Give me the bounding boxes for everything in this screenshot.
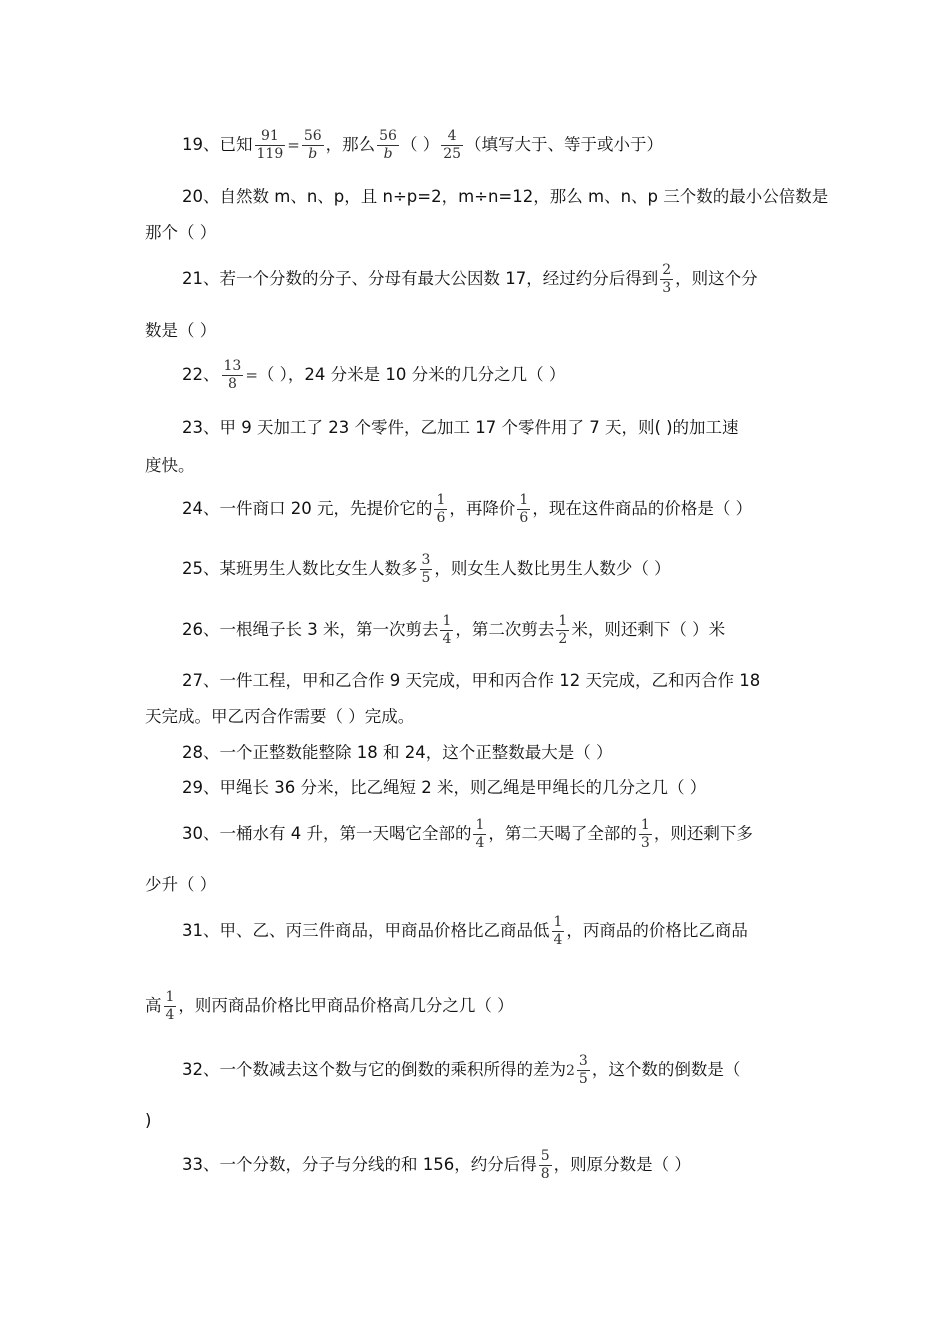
fraction: $\frac{13}{8}$: [223, 358, 242, 392]
fraction: $\frac{5}{8}$: [540, 1148, 550, 1182]
question-23-line-2: 度快。: [145, 456, 195, 475]
question-31-line-2: 高 $\frac{1}{4}$ ，则丙商品价格比甲商品价格高几分之几（ ）: [145, 989, 514, 1023]
question-23-line-1: 23、甲 9 天加工了 23 个零件，乙加工 17 个零件用了 7 天，则( )的加工速: [182, 418, 739, 437]
fraction: $\frac{1}{3}$: [640, 817, 650, 851]
question-30-line-2: 少升（ ）: [145, 875, 217, 894]
question-26: 26、一根绳子长 3 米，第一次剪去 $\frac{1}{4}$ ，第二次剪去 $\frac{1}{2}$ 米，则还剩下（ ）米: [182, 613, 726, 647]
question-22: 22、 $\frac{13}{8}$ =（ ），24 分米是 10 分米的几分之几（ ）: [182, 358, 566, 392]
question-31-line-1: 31、甲、乙、丙三件商品，甲商品价格比乙商品低 $\frac{1}{4}$ ，丙商品的价格比乙商品: [182, 914, 748, 948]
question-21-line-1: 21、若一个分数的分子、分母有最大公因数 17，经过约分后得到 $\frac{2}{3}$ ，则这个分: [182, 262, 758, 296]
question-20-line-2: 那个（ ）: [145, 223, 217, 242]
fraction: $\frac{1}{6}$: [436, 492, 446, 526]
fraction: $\frac{91}{119}$: [256, 128, 284, 162]
question-33: 33、一个分数，分子与分线的和 156，约分后得 $\frac{5}{8}$ ，则原分数是（ ）: [182, 1148, 691, 1182]
question-20-line-1: 20、自然数 m、n、p，且 n÷p=2，m÷n=12，那么 m、n、p 三个数的最小公倍数是: [182, 187, 829, 206]
fraction: $\frac{1}{6}$: [519, 492, 529, 526]
question-32-line-2: ): [145, 1111, 152, 1130]
fraction: $\frac{3}{5}$: [421, 552, 431, 586]
question-27-line-2: 天完成。甲乙丙合作需要（ ）完成。: [145, 707, 415, 726]
fraction: $\frac{3}{5}$: [578, 1053, 588, 1087]
fraction: $\frac{56}{b}$: [379, 128, 397, 162]
fraction: $\frac{1}{2}$: [558, 613, 568, 647]
fraction: $\frac{1}{4}$: [475, 817, 485, 851]
fraction: $\frac{1}{4}$: [165, 989, 175, 1023]
question-27-line-1: 27、一件工程，甲和乙合作 9 天完成，甲和丙合作 12 天完成，乙和丙合作 18: [182, 671, 761, 690]
question-25: 25、某班男生人数比女生人数多 $\frac{3}{5}$ ，则女生人数比男生人数少（ ）: [182, 552, 671, 586]
question-28: 28、一个正整数能整除 18 和 24，这个正整数最大是（ ）: [182, 743, 613, 762]
question-24: 24、一件商口 20 元，先提价它的 $\frac{1}{6}$ ，再降价 $\frac{1}{6}$ ，现在这件商品的价格是（ ）: [182, 492, 753, 526]
fraction: $\frac{56}{b}$: [303, 128, 322, 162]
fraction: $\frac{1}{4}$: [553, 914, 563, 948]
question-30-line-1: 30、一桶水有 4 升，第一天喝它全部的 $\frac{1}{4}$ ，第二天喝了全部的 $\frac{1}{3}$ ，则还剩下多: [182, 817, 753, 851]
question-19: 19、已知 $\frac{91}{119}$ = $\frac{56}{b}$ ，那么 $\frac{56}{b}$ （ ） $\frac{4}{25}$ （填写大于、等于或小于）: [182, 128, 664, 162]
fraction: $\frac{2}{3}$: [662, 262, 672, 296]
question-32-line-1: 32、一个数减去这个数与它的倒数的乘积所得的差为2 $\frac{3}{5}$ ，这个数的倒数是（: [182, 1053, 741, 1087]
question-29: 29、甲绳长 36 分米，比乙绳短 2 米，则乙绳是甲绳长的几分之几（ ）: [182, 778, 707, 797]
question-21-line-2: 数是（ ）: [145, 321, 217, 340]
fraction: $\frac{1}{4}$: [442, 613, 452, 647]
fraction: $\frac{4}{25}$: [443, 128, 462, 162]
